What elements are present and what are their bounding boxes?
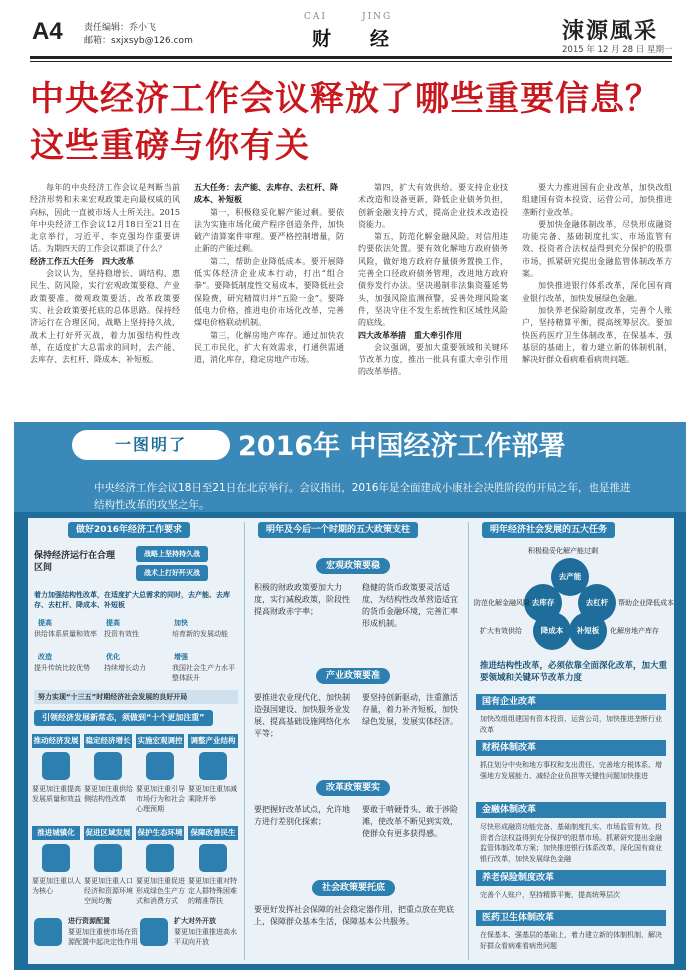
ten-emphasis-heading: 引领经济发展新常态，须做到“十个更加注重” [34, 710, 213, 726]
section-en-left: CAI [304, 12, 327, 22]
region-icon [94, 844, 122, 872]
reform-tag: 医药卫生体制改革 [476, 910, 666, 926]
article-paragraph: 要大力推进国有企业改革，加快改组组建国有资本投资、运营公司，加快推进垄断行业改革。 [522, 183, 672, 217]
task-circle: 去产能 [551, 558, 589, 596]
article-paragraph: 第一，积极稳妥化解产能过剩。要依法为实施市场化破产程序创造条件，加快破产清算案件审理。要严格控制增量，防止新的产能过剩。 [194, 207, 344, 254]
row2-desc: 我国社会生产力水平整体跃升 [172, 664, 235, 682]
tasks-heading: 明年经济社会发展的五大任务 [482, 522, 615, 538]
requirements-heading: 做好2016年经济工作要求 [68, 522, 190, 538]
section-cn-left: 财 [312, 28, 332, 50]
infographic-badge: 一图明了 [72, 430, 230, 460]
emphasis-text: 要更加注重人口经济和资源环境空间均衡 [84, 877, 133, 905]
emphasis-title: 扩大对外开放 [174, 917, 216, 925]
emphasis-title: 促进区域发展 [84, 826, 132, 840]
row1-desc: 培育新的发展动能 [172, 630, 228, 638]
pillar-right-text: 要敢于啃硬骨头、敢于涉险滩，使改革不断见到实效，使群众有更多获得感。 [362, 805, 458, 838]
reform-tag: 财税体制改革 [476, 740, 666, 756]
pillar-tag: 宏观政策要稳 [316, 558, 390, 574]
pillars-heading: 明年及今后一个时期的五大政策支柱 [258, 522, 418, 538]
infographic [14, 422, 686, 970]
growth-icon [42, 752, 70, 780]
article-paragraph: 第二，帮助企业降低成本。要开展降低实体经济企业成本行动，打出“组合拳”。要降低制度性交易成本，要降低社会保险费，研究精简归并“五险一金”。要降低电力价格，推进电价市场化改革，完善煤电价格联动机制。 [194, 256, 344, 328]
emphasis-text: 要更加注重使市场在资源配置中起决定性作用 [68, 928, 138, 946]
row1-verb: 提高 [106, 619, 120, 627]
reform-text: 完善个人账户，坚持精算平衡，提高统筹层次 [480, 891, 620, 899]
emphasis-title: 保护生态环境 [136, 826, 184, 840]
reform-tag: 养老保险制度改革 [476, 870, 666, 886]
leaf-icon [146, 844, 174, 872]
row2-desc: 提升传统比较优势 [34, 664, 90, 672]
task-circle: 降成本 [533, 612, 571, 650]
infographic-header [14, 422, 686, 512]
section-en-right: JING [362, 12, 393, 22]
article-paragraph: 要加快金融体制改革，尽快形成融资功能完备、基础制度扎实、市场监管有效、投资者合法权益得到充分保护的股票市场，抓紧研究提出金融监管体制改革方案。 [522, 219, 672, 279]
goal-text: 努力实现“十三五”时期经济社会发展的良好开局 [34, 690, 238, 704]
infographic-panel [28, 518, 674, 964]
pillar-tag: 改革政策要实 [316, 780, 390, 796]
tactic-tag: 战术上打好歼灭战 [136, 565, 208, 581]
strategy-tag: 战略上坚持持久战 [136, 546, 208, 562]
row2-verb: 改造 [38, 653, 52, 661]
headline: 中央经济工作会议释放了哪些重要信息？这些重磅与你有关 [30, 79, 660, 166]
pillar-right-text: 稳健的货币政策要灵活适度，为结构性改革营造适宜的货币金融环境，完善汇率形成机制。 [362, 583, 458, 628]
emphasis-text: 要更加注重引导市场行为和社会心理预期 [136, 785, 185, 813]
row2-verb: 增强 [174, 653, 188, 661]
reform-tag: 金融体制改革 [476, 802, 666, 818]
article-paragraph: 加快养老保险制度改革，完善个人账户，坚持精算平衡，提高统筹层次。要加快医药医疗卫生体制改革，在保基本、强基层的基础上，着力建立新的体制机制，解决好群众看病难看病贵问题。 [522, 305, 672, 365]
task-circle: 补短板 [569, 612, 607, 650]
people-icon [199, 844, 227, 872]
structural-reform-text: 着力加强结构性改革，在适度扩大总需求的同时，去产能、去库存、去杠杆、降成本、补短板 [34, 591, 230, 609]
newspaper-brand: 涑源風采 [562, 18, 659, 44]
infographic-title: 2016年 中国经济工作部署 [238, 431, 566, 462]
pillar-right-text: 要坚持创新驱动，注重激活存量，着力补齐短板，加快绿色发展，发展实体经济。 [362, 693, 458, 726]
row2-verb: 优化 [106, 653, 120, 661]
task-label: 化解房地产库存 [610, 627, 659, 635]
editor-email: 邮箱：sxjxsyb@126.com [84, 36, 193, 46]
article-body [30, 182, 672, 414]
task-center-label: 积极稳妥化解产能过剩 [528, 547, 598, 555]
article-paragraph: 会议认为，坚持稳增长、调结构、惠民生、防风险，实行宏观政策要稳、产业政策要准、微观政策要活、改革政策要实、社会政策要托底的总体思路。保持经济运行在合理区间，战略上坚持持久战，战术上打好歼灭战，着力加强结构性改革，在适度扩大总需求的同时，去产能、去库存、去杠杆、降成本、补短板。 [30, 269, 180, 365]
article-subhead: 四大改革举措 重大牵引作用 [358, 330, 462, 340]
row1-verb: 提高 [38, 619, 52, 627]
industry-icon [199, 752, 227, 780]
task-label: 帮助企业降低成本 [618, 599, 674, 607]
column-divider [468, 522, 469, 960]
page-number: A4 [32, 18, 63, 45]
reform-heading: 推进结构性改革，必须依靠全面深化改革，加大重要领域和关键环节改革力度 [480, 661, 668, 683]
pillar-left-text: 要把握好改革试点，允许地方进行差别化探索； [254, 805, 350, 826]
task-circle: 去库存 [524, 584, 562, 622]
masthead-rule-thin [30, 61, 672, 62]
emphasis-text: 要更加注重以人为核心 [32, 877, 81, 895]
emphasis-text: 要更加注重对特定人群特殊困难的精准帮扶 [188, 877, 237, 905]
article-subhead: 五大任务：去产能、去库存、去杠杆、降成本、补短板 [194, 183, 338, 205]
emphasis-title: 保障改善民生 [188, 826, 238, 840]
balance-icon [94, 752, 122, 780]
emphasis-text: 要更加注重加减乘除并举 [188, 785, 237, 803]
editor-info [84, 22, 193, 48]
issue-date: 2015 年 12 月 28 日 星期一 [562, 45, 673, 55]
row2-desc: 持续增长动力 [104, 664, 146, 672]
article-paragraph: 第三，化解房地产库存。通过加快农民工市民化，扩大有效需求，打通供需通道，消化库存，稳定房地产市场。 [194, 330, 344, 365]
emphasis-title: 推进城镇化 [32, 826, 80, 840]
masthead [0, 0, 700, 60]
pillar-left-text: 要更好发挥社会保障的社会稳定器作用，把重点放在兜底上，保障群众基本生活，保障基本公共服务。 [254, 905, 454, 926]
reform-text: 加快改组组建国有资本投资、运营公司，加快推进垄断行业改革 [480, 715, 662, 734]
masthead-rule [30, 56, 672, 59]
task-label: 防范化解金融风险 [474, 599, 530, 607]
article-paragraph: 会议强调，要加大重要领域和关键环节改革力度，推出一批具有重大牵引作用的改革举措。 [358, 342, 508, 377]
infographic-lead: 中央经济工作会议18日至21日在北京举行。会议指出，2016年是全面建成小康社会决胜阶段的开局之年，也是推进结构性改革的攻坚之年。 [94, 482, 631, 511]
article-subhead: 经济工作五大任务 四大改革 [30, 256, 134, 266]
column-divider [244, 522, 245, 960]
section-cn-right: 经 [370, 28, 390, 50]
keep-range-text: 保持经济运行在合理区间 [34, 551, 116, 573]
city-icon [42, 844, 70, 872]
article-paragraph: 第五，防范化解金融风险。对信用违约要依法处置。要有效化解地方政府债务风险，做好地方政府存量债务置换工作，完善全口径政府债务管理，改进地方政府债券发行办法。坚决遏制非法集资蔓延势头，加强风险监测预警，妥善处理风险案件，坚决守住不发生系统性和区域性风险的底线。 [358, 232, 508, 328]
pillar-left-text: 要推进农业现代化、加快制造强国建设、加快服务业发展、提高基础设施网络化水平等； [254, 693, 350, 738]
task-circle: 去杠杆 [578, 584, 616, 622]
emphasis-title: 进行资源配置 [68, 917, 110, 925]
emphasis-title: 实施宏观调控 [136, 734, 184, 748]
article-paragraph: 加快推进银行体系改革，深化国有商业银行改革，加快发展绿色金融。 [522, 281, 672, 303]
row1-desc: 投资有效性 [104, 630, 139, 638]
control-icon [146, 752, 174, 780]
emphasis-text: 要更加注重提高发展质量和效益 [32, 785, 81, 803]
emphasis-title: 稳定经济增长 [84, 734, 132, 748]
reform-text: 抓住划分中央和地方事权和支出责任、完善地方税体系、增强地方发展能力、减轻企业负担等关键性问题加快推进 [480, 761, 662, 780]
article-paragraph: 每年的中央经济工作会议是判断当前经济形势和未来宏观政策走向最权威的风向标，因此一直被市场人士所关注。2015年中央经济工作会议12月18日至21日在北京举行，习近平、李克强均作重要讲话。为期四天的工作会议都谈了什么？ [30, 183, 180, 254]
emphasis-title: 调整产业结构 [188, 734, 238, 748]
task-label: 扩大有效供给 [480, 627, 522, 635]
emphasis-title: 推动经济发展 [32, 734, 80, 748]
pillar-tag: 产业政策要准 [316, 668, 390, 684]
editor-name: 责任编辑：乔小飞 [84, 23, 157, 33]
row1-verb: 加快 [174, 619, 188, 627]
reform-tag: 国有企业改革 [476, 694, 666, 710]
reform-text: 在保基本、强基层的基础上，着力建立新的体制机制，解决好群众看病难看病贵问题 [480, 931, 662, 950]
open-door-icon [140, 918, 168, 946]
pillar-left-text: 积极的财政政策要加大力度，实行减税政策，阶段性提高财政赤字率； [254, 583, 350, 616]
row1-desc: 供给体系质量和效率 [34, 630, 97, 638]
emphasis-text: 要更加注重推进高水平双向开放 [174, 928, 237, 946]
emphasis-text: 要更加注重供给侧结构性改革 [84, 785, 133, 803]
reform-text: 尽快形成融资功能完备、基础制度扎实、市场监管有效、投资者合法权益得到充分保护的股票市场。抓紧研究提出金融监管体制改革方案；加快推进银行体系改革，深化国有商业银行改革，加快发展绿色金融 [480, 823, 662, 863]
pillar-tag: 社会政策要托底 [312, 880, 395, 896]
article-paragraph: 第四，扩大有效供给。要支持企业技术改造和设备更新，降低企业债务负担，创新金融支持方式，提高企业技术改造投资能力。 [358, 183, 508, 229]
emphasis-text: 要更加注重促进形成绿色生产方式和消费方式 [136, 877, 185, 905]
resource-icon [34, 918, 62, 946]
